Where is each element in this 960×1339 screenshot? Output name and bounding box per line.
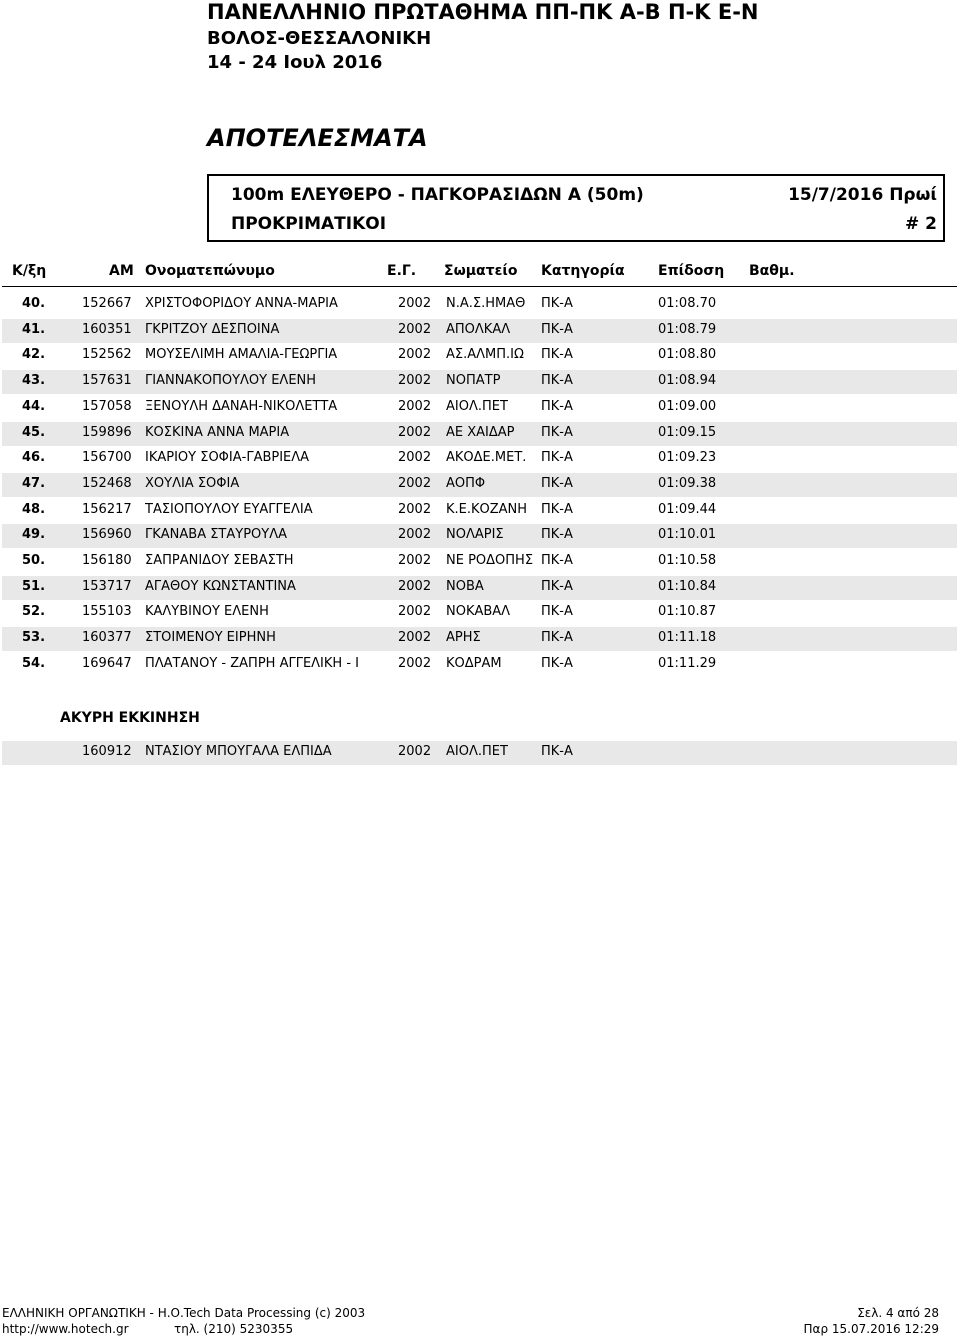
cell-name: ΓΙΑΝΝΑΚΟΠΟΥΛΟΥ ΕΛΕΝΗ [145,373,317,389]
heat-number: # 2 [905,214,937,234]
cell-am: 152468 [82,475,132,491]
footer-page: Σελ. 4 από 28 [857,1306,939,1320]
cell-pos: 54. [22,655,46,671]
cell-pos: 48. [22,501,46,517]
cell-time: 01:10.87 [658,604,717,620]
cell-cat: ΠΚ-Α [541,578,573,594]
cell-pos: 51. [22,578,46,594]
table-row [2,447,957,471]
table-row [2,396,957,420]
table-row [2,653,957,677]
cell-name: ΤΑΣΙΟΠΟΥΛΟΥ ΕΥΑΓΓΕΛΙΑ [145,501,313,517]
cell-time: 01:09.38 [658,475,717,491]
col-header-cat: Κατηγορία [541,263,625,279]
cell-club: ΝΟΛΑΡΙΣ [446,527,504,543]
table-row [2,293,957,317]
cell-am: 156180 [82,553,132,568]
cell-am: 152562 [82,347,132,363]
cell-am: 156960 [82,527,132,543]
cell-club: ΑΟΠΦ [446,475,486,491]
table-row [2,473,957,497]
cell-cat: ΠΚ-Α [541,630,573,646]
cell-yob: 2002 [398,604,432,620]
cell-am: 159896 [82,424,132,440]
cell-club: ΑΙΟΛ.ΠΕΤ [446,744,508,759]
table-row [2,422,957,446]
col-header-pos: Κ/ξη [12,263,47,279]
cell-yob: 2002 [398,553,432,568]
col-header-name: Ονοματεπώνυμο [145,263,275,279]
cell-am: 153717 [82,578,132,594]
cell-yob: 2002 [398,373,432,389]
cell-am: 160351 [82,321,132,337]
cell-club: ΝΕ ΡΟΔΟΠΗΣ [446,553,534,568]
cell-yob: 2002 [398,424,432,440]
cell-time: 01:11.18 [658,630,717,646]
cell-club: ΑΚΟΔΕ.ΜΕΤ. [446,450,527,466]
cell-am: 156217 [82,501,132,517]
cell-name: ΞΕΝΟΥΛΗ ΔΑΝΑΗ-ΝΙΚΟΛΕΤΤΑ [145,398,338,414]
cell-cat: ΠΚ-Α [541,527,573,543]
cell-am: 160912 [82,744,132,759]
cell-time: 01:10.84 [658,578,717,594]
cell-time: 01:08.70 [658,296,717,311]
cell-cat: ΠΚ-Α [541,373,573,389]
cell-name: ΑΓΑΘΟΥ ΚΩΝΣΤΑΝΤΙΝΑ [145,578,296,594]
cell-name: ΣΤΟΙΜΕΝΟΥ ΕΙΡΗΝΗ [145,630,276,646]
cell-am: 169647 [82,655,132,671]
header-divider [2,286,957,287]
cell-pos: 46. [22,450,46,466]
cell-yob: 2002 [398,347,432,363]
cell-yob: 2002 [398,296,432,311]
cell-club: ΑΠΟΛΚΑΛ [446,321,511,337]
cell-time: 01:09.15 [658,424,717,440]
cell-yob: 2002 [398,501,432,517]
cell-am: 156700 [82,450,132,466]
cell-club: ΚΟΔΡΑΜ [446,655,502,671]
cell-am: 152667 [82,296,132,311]
table-row [2,524,957,548]
cell-club: ΑΙΟΛ.ΠΕΤ [446,398,508,414]
table-row [2,576,957,600]
cell-name: ΠΛΑΤΑΝΟΥ - ΖΑΠΡΗ ΑΓΓΕΛΙΚΗ - Ι [145,655,359,671]
cell-name: ΧΟΥΛΙΑ ΣΟΦΙΑ [145,475,240,491]
championship-title: ΠΑΝΕΛΛΗΝΙΟ ΠΡΩΤΑΘΗΜΑ ΠΠ-ΠΚ Α-Β Π-Κ Ε-Ν [207,0,759,24]
cell-am: 160377 [82,630,132,646]
cell-cat: ΠΚ-Α [541,347,573,363]
event-round: ΠΡΟΚΡΙΜΑΤΙΚΟΙ [231,214,387,234]
cell-cat: ΠΚ-Α [541,398,573,414]
cell-yob: 2002 [398,321,432,337]
cell-yob: 2002 [398,655,432,671]
cell-yob: 2002 [398,475,432,491]
cell-cat: ΠΚ-Α [541,321,573,337]
cell-time: 01:08.80 [658,347,717,363]
cell-club: ΑΡΗΣ [446,630,481,646]
cell-pos: 53. [22,630,46,646]
cell-name: ΚΑΛΥΒΙΝΟΥ ΕΛΕΝΗ [145,604,269,620]
cell-club: ΝΟΠΑΤΡ [446,373,501,389]
footer-phone: τηλ. (210) 5230355 [174,1322,294,1336]
dates: 14 - 24 Ιουλ 2016 [207,52,383,73]
cell-club: ΝΟΒΑ [446,578,484,594]
cell-am: 157631 [82,373,132,389]
cell-pos: 47. [22,475,46,491]
cell-time: 01:09.44 [658,501,717,517]
cell-pos: 42. [22,347,46,363]
cell-pos: 41. [22,321,46,337]
cell-club: Ν.Α.Σ.ΗΜΑΘ [446,296,526,311]
cell-pos: 50. [22,553,46,568]
cell-cat: ΠΚ-Α [541,296,573,311]
cell-name: ΜΟΥΣΕΛΙΜΗ ΑΜΑΛΙΑ-ΓΕΩΡΓΙΑ [145,347,338,363]
results-title: ΑΠΟΤΕΛΕΣΜΑΤΑ [207,124,428,152]
cell-time: 01:09.00 [658,398,717,414]
cell-pos: 40. [22,296,46,311]
cell-am: 157058 [82,398,132,414]
cell-name: ΙΚΑΡΙΟΥ ΣΟΦΙΑ-ΓΑΒΡΙΕΛΑ [145,450,310,466]
cell-club: ΝΟΚΑΒΑΛ [446,604,511,620]
cell-yob: 2002 [398,527,432,543]
col-header-club: Σωματείο [444,263,518,279]
cell-cat: ΠΚ-Α [541,424,573,440]
cell-time: 01:10.58 [658,553,717,568]
cell-time: 01:09.23 [658,450,717,466]
footer-org: ΕΛΛΗΝΙΚΗ ΟΡΓΑΝΩΤΙΚΗ - Η.Ο.Tech Data Processing (c) 2003 [2,1306,366,1320]
table-row [2,627,957,651]
cell-yob: 2002 [398,578,432,594]
col-header-yob: Ε.Γ. [387,263,417,279]
cell-yob: 2002 [398,398,432,414]
cell-name: ΓΚΡΙΤΖΟΥ ΔΕΣΠΟΙΝΑ [145,321,280,337]
event-date-session: 15/7/2016 Πρωί [788,185,937,205]
cell-club: ΑΕ ΧΑΙΔΑΡ [446,424,515,440]
table-row [2,499,957,523]
table-row [2,601,957,625]
table-row [2,370,957,394]
cell-yob: 2002 [398,744,432,759]
cell-am: 155103 [82,604,132,620]
cell-pos: 43. [22,373,46,389]
cell-time: 01:08.94 [658,373,717,389]
cell-pos: 52. [22,604,46,620]
false-start-title: ΑΚΥΡΗ ΕΚΚΙΝΗΣΗ [60,710,200,726]
cell-club: Κ.Ε.ΚΟΖΑΝΗ [446,501,528,517]
col-header-am: AM [109,263,134,279]
cell-time: 01:11.29 [658,655,717,671]
cell-pos: 49. [22,527,46,543]
cell-cat: ΠΚ-Α [541,475,573,491]
cell-cat: ΠΚ-Α [541,604,573,620]
footer-printed: Παρ 15.07.2016 12:29 [803,1322,939,1336]
cell-cat: ΠΚ-Α [541,655,573,671]
table-row [2,741,957,765]
event-name: 100m ΕΛΕΥΘΕΡΟ - ΠΑΓΚΟΡΑΣΙΔΩΝ Α (50m) [231,185,644,205]
cell-pos: 44. [22,398,46,414]
cell-pos: 45. [22,424,46,440]
table-row [2,550,957,574]
venue: ΒΟΛΟΣ-ΘΕΣΣΑΛΟΝΙΚΗ [207,28,432,49]
cell-name: ΚΟΣΚΙΝΑ ΑΝΝΑ ΜΑΡΙΑ [145,424,290,440]
event-box [207,174,945,242]
cell-cat: ΠΚ-Α [541,450,573,466]
cell-name: ΧΡΙΣΤΟΦΟΡΙΔΟΥ ΑΝΝΑ-ΜΑΡΙΑ [145,296,338,311]
cell-cat: ΠΚ-Α [541,553,573,568]
col-header-points: Βαθμ. [749,263,795,279]
table-row [2,344,957,368]
cell-name: ΣΑΠΡΑΝΙΔΟΥ ΣΕΒΑΣΤΗ [145,553,294,568]
cell-time: 01:08.79 [658,321,717,337]
cell-yob: 2002 [398,630,432,646]
cell-cat: ΠΚ-Α [541,501,573,517]
col-header-time: Επίδοση [658,263,725,279]
cell-name: ΝΤΑΣΙΟΥ ΜΠΟΥΓΑΛΑ ΕΛΠΙΔΑ [145,744,332,759]
cell-time: 01:10.01 [658,527,717,543]
table-row [2,319,957,343]
cell-name: ΓΚΑΝΑΒΑ ΣΤΑΥΡΟΥΛΑ [145,527,288,543]
cell-club: ΑΣ.ΑΛΜΠ.ΙΩ [446,347,524,363]
cell-yob: 2002 [398,450,432,466]
cell-cat: ΠΚ-Α [541,744,573,759]
footer-url[interactable]: http://www.hotech.gr [2,1322,129,1336]
